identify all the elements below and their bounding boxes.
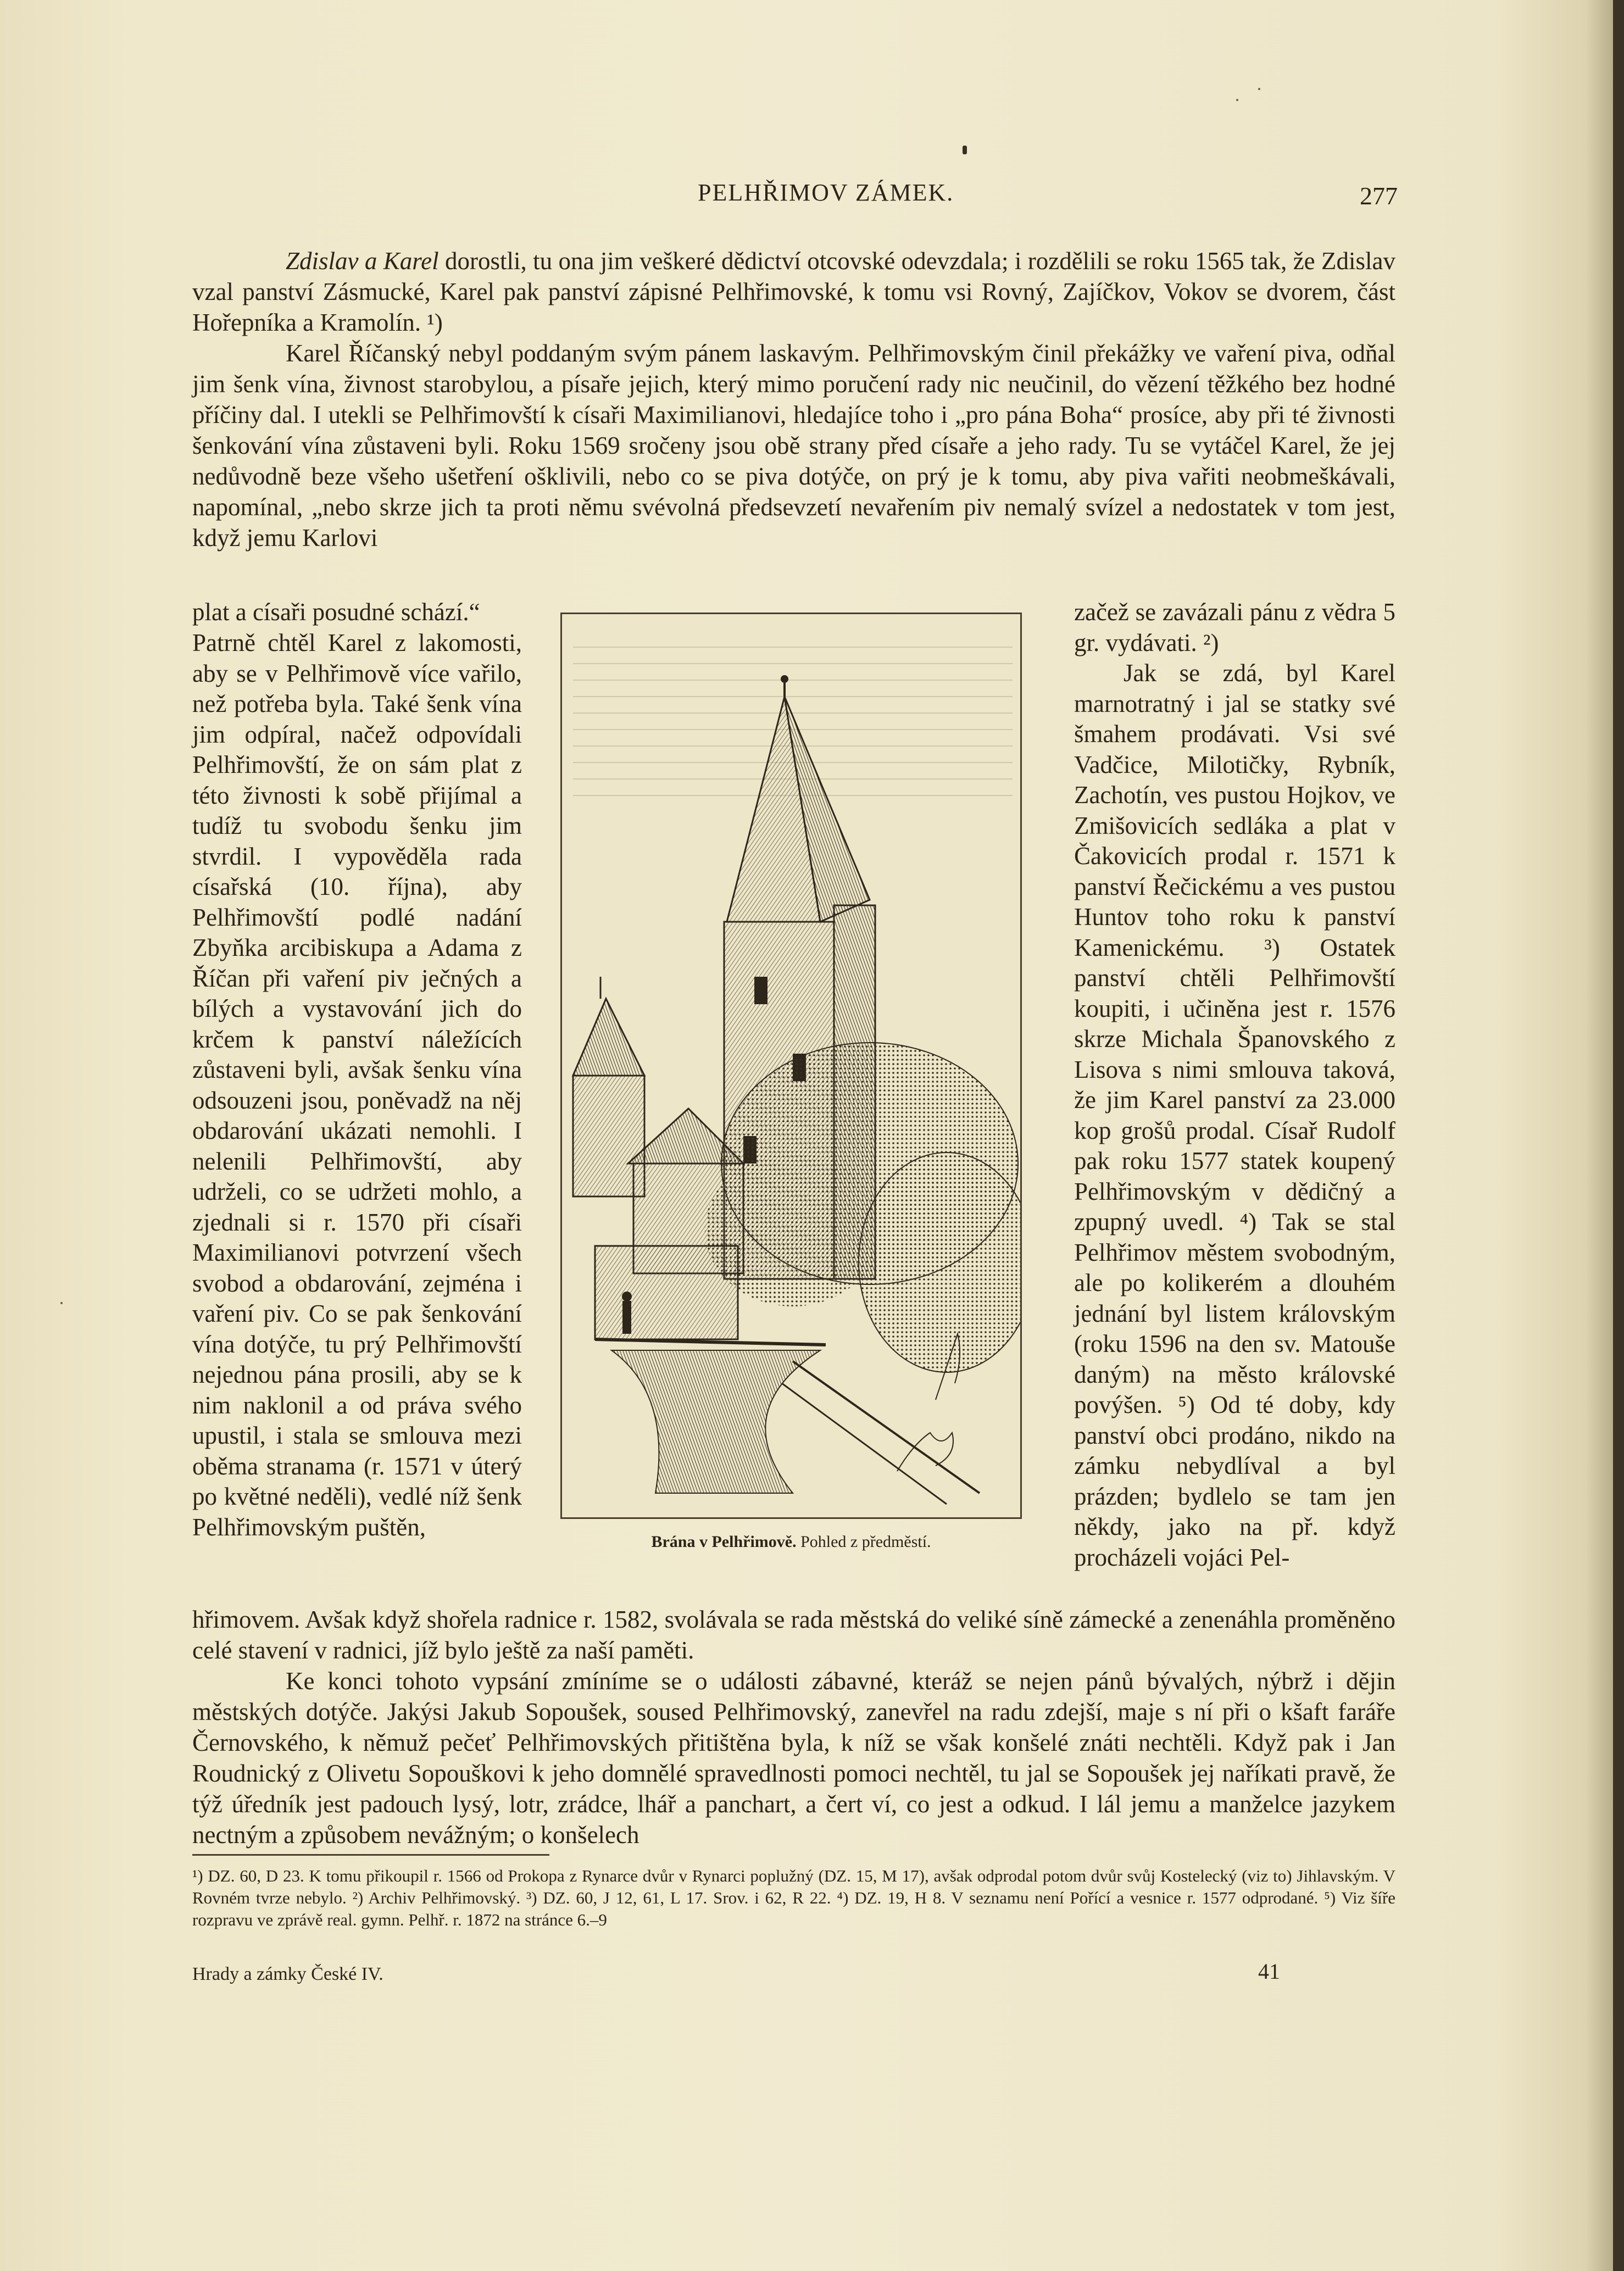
page-number: 277 [1360,182,1398,210]
names-italic: Zdislav a Karel [286,247,439,275]
illustration-frame [560,613,1022,1519]
first-paragraph-text: dorostli, tu ona jim veškeré dědictví otcovské odevzdala; i rozdělili se roku 1565 tak, že Zdislav vzal panství Zásmucké, Karel pak panství zápisné Pelhřimovské, k tomu vsi Rovný, Zajíčkov, Vokov se dvorem, část Hořepníka a Kramolín. ¹) [192,247,1395,336]
ink-speck [1258,88,1260,90]
ink-mark [963,146,967,154]
figure-caption [566,1533,1016,1551]
ink-speck [1236,99,1238,101]
footnotes: ¹) DZ. 60, D 23. K tomu přikoupil r. 1566 od Prokopa z Rynarce dvůr v Rynarci poplužný (DZ. 15, M 17), avšak odprodal potom dvůr svůj Kostelecký (viz to) Jihlavským. V Rovném tvrze nebylo. ²) Archiv Pelhřimovský. ³) DZ. 60, J 12, 61, L 17. Srov. i 62, R 22. ⁴) DZ. 19, H 8. V seznamu není Pořící a vesnice r. 1577 odprodané. ⁵) Viz šíře rozpravu ve zprávě real. gymn. Pelhř. r. 1872 na stránce 6.–9 [192,1866,1395,1929]
main-text-bottom [192,1604,1395,1850]
main-text-top [192,246,1395,553]
split-line-right: začež se zavázali pánu z vědra 5 gr. vydávati. ²) [1074,598,1395,656]
gate-tower-engraving [562,614,1022,1519]
left-column: Patrně chtěl Karel z lakomosti, aby se v Pelhřimově více vařilo, než potřeba byla. Také šenk vína jim odpíral, načež odpovídali Pelhřimovští, že on sám plat z této živnosti k sobě přijímal a tudíž tu svobodu šenku jim stvrdil. I vypověděla rada císařská (10. října), aby Pelhřimovští podlé nadání Zbyňka arcibiskupa a Adama z Říčan při vaření piv ječných a bílých a vystavování jich do krčem k panství náležících zůstaveni byli, avšak šenku vína odsouzeni jsou, poněvadž na něj obdarování ukázati nemohli. I nelenili Pelhřimovští, aby udrželi, co se udržeti mohlo, a zjednali si r. 1570 při císaři Maximilianovi potvrzení všech svobod a obdarování, zejména i vaření piv. Co se pak šenkování vína dotýče, tu prý Pelhřimovští nejednou pána prosili, aby se k nim naklonil a od práva svého upustil, i stala se smlouva mezi oběma stranama (r. 1571 v úterý po květné neděli), vedlé níž šenk Pelhřimovským puštěn, [192,629,522,1541]
caption-title: Brána v Pelhřimově. [651,1533,797,1551]
continuation-paragraph: hřimovem. Avšak když shořela radnice r. 1582, svolávala se rada městská do veliké síně zámecké a zenenáhla proměněno celé stavení v radnici, jíž bylo ještě za naší paměti. [192,1606,1395,1664]
right-column-text: Jak se zdá, byl Karel marnotratný i jal se statky své šmahem prodávati. Vsi své Vadčice, Milotičky, Rybník, Zachotín, ves pustou Hojkov, ve Zmišovicích sedláka a plat v Čakovicích prodal r. 1571 k panství Řečickému a ves pustou Huntov toho roku k panství Kamenickému. ³) Ostatek panství chtěli Pelhřimovští koupiti, i učiněna jest r. 1576 skrze Michala Španovského z Lisova s nimi smlouva taková, že jim Karel panství za 23.000 kop grošů prodal. Císař Rudolf pak roku 1577 statek koupený Pelhřimovským v dědičný a zpupný uvedl. ⁴) Tak se stal Pelhřimov městem svobodným, ale po kolikerém a dlouhém jednání byl listem královským (roku 1596 na den sv. Matouše daným) na město královské povýšen. ⁵) Od té doby, kdy panství obci prodáno, nikdo na zámku nebydlíval a byl prázden; bydlelo se tam jen někdy, jako na př. když procházeli vojáci Pel- [1074,659,1395,1571]
second-paragraph: Karel Říčanský nebyl poddaným svým pánem laskavým. Pelhřimovským činil překážky ve vaření piva, odňal jim šenk vína, živnost starobylou, a písaře jejich, který mimo poručení rady nic neučinil, do vězení těžkého bez hodné příčiny dal. I utekli se Pelhřimovští k císaři Maximilianovi, hledajíce toho i „pro pána Boha“ prosíce, aby při té živnosti šenkování vína zůstaveni byli. Roku 1569 sročeny jsou obě strany před císaře a jeho rady. Tu se vytáčel Karel, že jej nedůvodně beze všeho ušetření ošklivili, nebo co se piva dotýče, on prý je k tomu, aby piva vařiti neobmeškávali, napomínal, „nebo skrze jich ta proti němu svévolná předsevzetí nevařením piv nemalý svízel a nedostatek v tom jest, když jemu Karlovi [192,339,1395,552]
right-column [1074,597,1395,1573]
illustration [560,613,1022,1519]
first-paragraph [192,246,1395,338]
running-head: PELHŘIMOV ZÁMEK. [698,179,954,206]
book-spine-edge [1613,0,1624,2271]
caption-rest: Pohled z předměstí. [796,1533,931,1551]
signature-number: 41 [1258,1959,1280,1984]
ink-speck [60,1302,63,1304]
footnote-rule [192,1854,549,1856]
split-line-left: plat a císaři posudné schází.“ [192,598,480,626]
printer-signature: Hrady a zámky České IV. [192,1964,383,1984]
final-paragraph: Ke konci tohoto vypsání zmíníme se o události zábavné, kteráž se nejen pánů bývalých, nýbrž i dějin městských dotýče. Jakýsi Jakub Sopoušek, soused Pelhřimovský, zanevřel na radu zdejší, maje s ní při o kšaft faráře Černovského, k němuž pečeť Pelhřimovských přitištěna byla, k níž se však konšelé znáti nechtěli. Když pak i Jan Roudnický z Olivetu Sopouškovi k jeho domnělé spravedlnosti pomoci nechtěl, tu jal se Sopoušek jej naříkati pravě, že týž úředník jest padouch lysý, lotr, zrádce, lhář a panchart, a čert ví, co jest a odkud. I lál jemu a manželce jazykem nectným a způsobem nevážným; o konšelech [192,1667,1395,1849]
